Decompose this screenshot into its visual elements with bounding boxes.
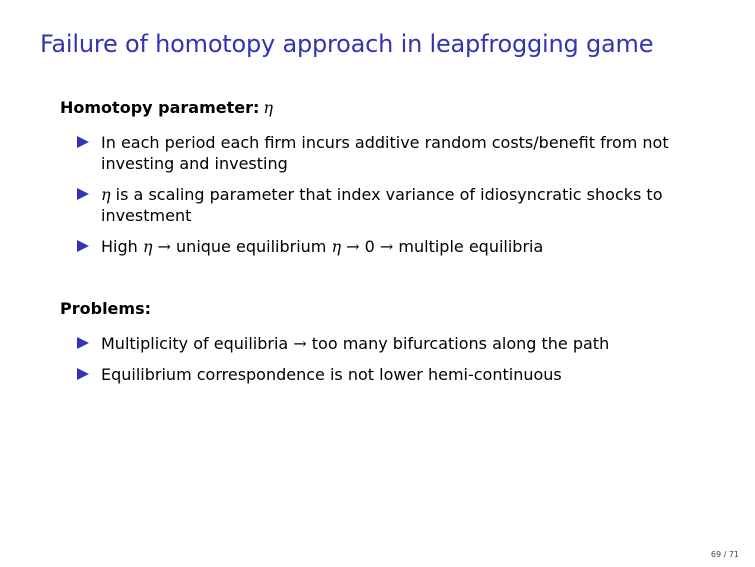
eta-symbol: η	[263, 98, 273, 117]
triangle-bullet-icon	[77, 368, 89, 380]
problems-bullet-list	[77, 333, 692, 385]
bullet-text-part: too many bifurcations along the path	[311, 334, 610, 353]
right-arrow-icon: →	[152, 237, 177, 256]
homotopy-parameter-heading	[60, 98, 273, 117]
eta-symbol: η	[101, 185, 111, 204]
bullet-text-part: 0	[364, 237, 375, 256]
homotopy-bullet-list	[77, 132, 692, 257]
problems-heading: Problems:	[60, 299, 151, 318]
bullet-text-part: multiple equilibria	[398, 237, 544, 256]
homotopy-heading-label: Homotopy parameter:	[60, 98, 260, 117]
triangle-bullet-icon	[77, 240, 89, 252]
list-item	[77, 184, 692, 226]
list-item	[77, 132, 692, 174]
bullet-text: Equilibrium correspondence is not lower hemi-continuous	[101, 365, 562, 384]
triangle-bullet-icon	[77, 337, 89, 349]
bullet-text: In each period each firm incurs additive random costs/benefit from not investing and investing	[101, 133, 669, 173]
list-item	[77, 236, 692, 257]
triangle-bullet-icon	[77, 136, 89, 148]
right-arrow-icon: →	[374, 237, 399, 256]
right-arrow-icon: →	[288, 334, 312, 353]
triangle-bullet-icon	[77, 188, 89, 200]
bullet-text: is a scaling parameter that index variance of idiosyncratic shocks to investment	[101, 185, 663, 225]
right-arrow-icon: →	[341, 237, 365, 256]
bullet-text-part: High	[101, 237, 143, 256]
bullet-text-part: Multiplicity of equilibria	[101, 334, 289, 353]
eta-symbol: η	[142, 237, 153, 256]
page-number: 69 / 71	[710, 550, 739, 559]
slide-title: Failure of homotopy approach in leapfrogging game	[40, 30, 654, 58]
list-item	[77, 333, 692, 354]
list-item	[77, 364, 692, 385]
bullet-text-part: unique equilibrium	[176, 237, 332, 256]
eta-symbol: η	[331, 237, 342, 256]
